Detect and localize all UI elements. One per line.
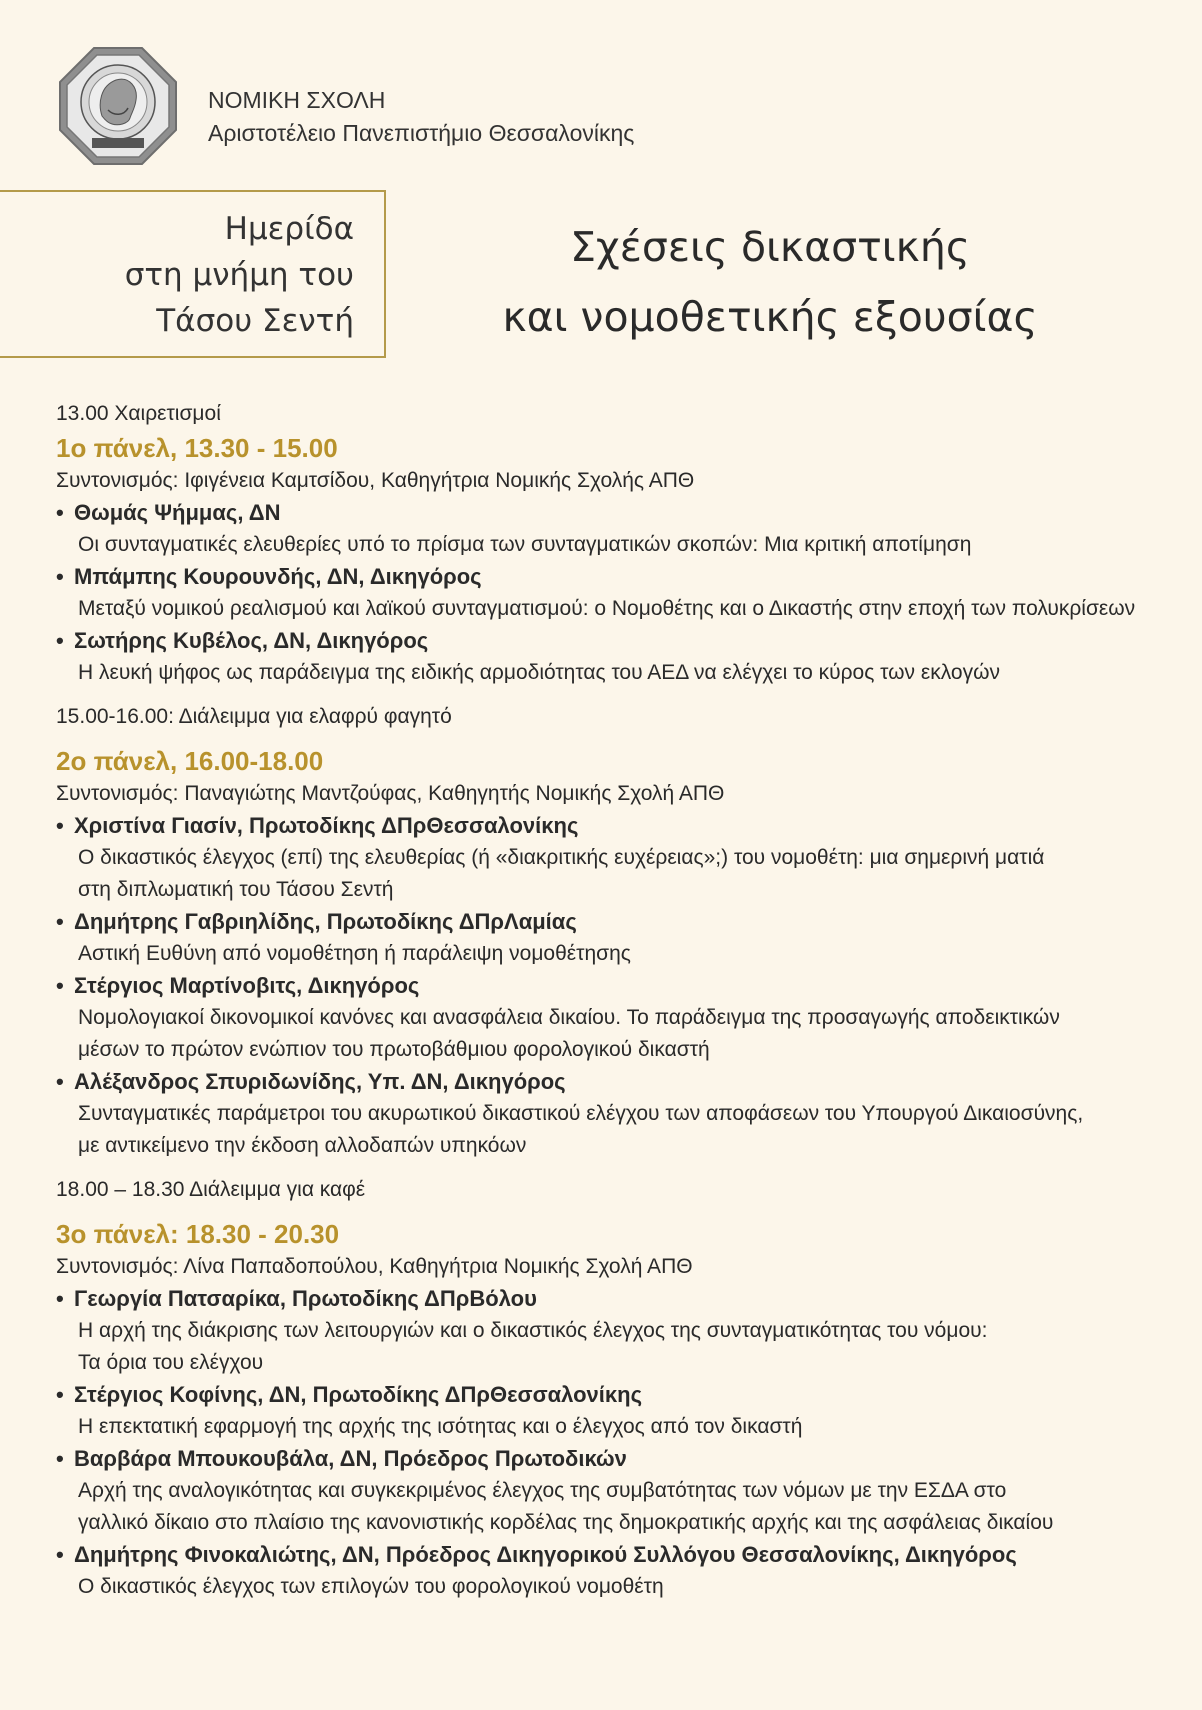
speaker-name: Μπάμπης Κουρουνδής, ΔΝ, Δικηγόρος: [74, 564, 482, 589]
talk-title: Ο δικαστικός έλεγχος των επιλογών του φορολογικού νομοθέτη: [78, 1575, 664, 1598]
speaker-name: Χριστίνα Γιασίν, Πρωτοδίκης ΔΠρΘεσσαλονίκης: [74, 813, 579, 838]
talk-title: Οι συνταγματικές ελευθερίες υπό το πρίσμα των συνταγματικών σκοπών: Μια κριτική αποτίμηση: [78, 533, 972, 556]
talk-title-continued: Τα όρια του ελέγχου: [78, 1351, 264, 1374]
speaker-name: Θωμάς Ψήμμας, ΔΝ: [74, 500, 281, 525]
panel-moderator: Συντονισμός: Λίνα Παπαδοπούλου, Καθηγήτρια Νομικής Σχολή ΑΠΘ: [56, 1255, 693, 1278]
bullet-icon: •: [56, 628, 64, 653]
speaker: [56, 625, 1176, 657]
panel-moderator: Συντονισμός: Ιφιγένεια Καμτσίδου, Καθηγήτρια Νομικής Σχολής ΑΠΘ: [56, 469, 695, 492]
bullet-icon: •: [56, 1069, 64, 1094]
talk-title-continued: με αντικείμενο την έκδοση αλλοδαπών υπηκόων: [78, 1134, 527, 1157]
talk-title-continued: στη διπλωματική του Τάσου Σεντή: [78, 878, 394, 901]
speaker: [56, 810, 1176, 842]
talk-title-continued: γαλλικό δίκαιο στο πλαίσιο της κανονιστικής κορδέλας της δημοκρατικής αρχής και της ασφάλειας δικαίου: [78, 1511, 1054, 1534]
speaker: [56, 1379, 1176, 1411]
speaker-name: Σωτήρης Κυβέλος, ΔΝ, Δικηγόρος: [74, 628, 429, 653]
bullet-icon: •: [56, 909, 64, 934]
bullet-icon: •: [56, 1542, 64, 1567]
talk-title: Συνταγματικές παράμετροι του ακυρωτικού δικαστικού ελέγχου των αποφάσεων του Υπουργού Δικαιοσύνης,: [78, 1102, 1084, 1125]
talk-title: Αστική Ευθύνη από νομοθέτηση ή παράλειψη νομοθέτησης: [78, 942, 631, 965]
talk-title: Η αρχή της διάκρισης των λειτουργιών και ο δικαστικός έλεγχος της συνταγματικότητας του νόμου:: [78, 1319, 988, 1342]
speaker: [56, 1539, 1176, 1571]
speaker-name: Αλέξανδρος Σπυριδωνίδης, Υπ. ΔΝ, Δικηγόρος: [74, 1069, 566, 1094]
speaker-name: Δημήτρης Γαβριηλίδης, Πρωτοδίκης ΔΠρΛαμίας: [74, 909, 577, 934]
speaker: [56, 1283, 1176, 1315]
panel-title: 3ο πάνελ: 18.30 - 20.30: [56, 1219, 340, 1249]
event-line-3: Τάσου Σεντή: [156, 303, 354, 339]
speaker: [56, 970, 1176, 1002]
main-title-line-2: και νομοθετικής εξουσίας: [502, 293, 1038, 341]
panel-title: 1ο πάνελ, 13.30 - 15.00: [56, 433, 338, 463]
main-title-line-1: Σχέσεις δικαστικής: [570, 223, 970, 271]
speaker: [56, 906, 1176, 938]
bullet-icon: •: [56, 500, 64, 525]
talk-title-continued: μέσων το πρώτον ενώπιον του πρωτοβάθμιου φορολογικού δικαστή: [78, 1038, 710, 1061]
speaker: [56, 1066, 1176, 1098]
bullet-icon: •: [56, 1286, 64, 1311]
break-item: 15.00-16.00: Διάλειμμα για ελαφρύ φαγητό: [56, 705, 452, 728]
main-title: [460, 212, 1080, 352]
bullet-icon: •: [56, 564, 64, 589]
university-name: Αριστοτέλειο Πανεπιστήμιο Θεσσαλονίκης: [208, 120, 635, 146]
bullet-icon: •: [56, 973, 64, 998]
talk-title: Αρχή της αναλογικότητας και συγκεκριμένος έλεγχος της συμβατότητας των νόμων με την ΕΣΔΑ στο: [78, 1479, 1007, 1502]
speaker: [56, 1443, 1176, 1475]
break-item: 18.00 – 18.30 Διάλειμμα για καφέ: [56, 1178, 366, 1201]
talk-title: Η επεκτατική εφαρμογή της αρχής της ισότητας και ο έλεγχος από τον δικαστή: [78, 1415, 803, 1438]
program: [56, 398, 1176, 1603]
speaker: [56, 497, 1176, 529]
speaker-name: Γεωργία Πατσαρίκα, Πρωτοδίκης ΔΠρΒόλου: [74, 1286, 537, 1311]
event-line-1: Ημερίδα: [224, 211, 354, 247]
event-line-2: στη μνήμη του: [124, 257, 354, 293]
event-box: [0, 190, 386, 358]
welcome-item: 13.00 Χαιρετισμοί: [56, 402, 221, 425]
bullet-icon: •: [56, 1382, 64, 1407]
speaker-name: Βαρβάρα Μπουκουβάλα, ΔΝ, Πρόεδρος Πρωτοδικών: [74, 1446, 627, 1471]
speaker-name: Δημήτρης Φινοκαλιώτης, ΔΝ, Πρόεδρος Δικηγορικού Συλλόγου Θεσσαλονίκης, Δικηγόρος: [74, 1542, 1017, 1567]
talk-title: Μεταξύ νομικού ρεαλισμού και λαϊκού συνταγματισμού: ο Νομοθέτης και ο Δικαστής στην εποχή των πολυκρίσεων: [78, 597, 1136, 620]
panel-moderator: Συντονισμός: Παναγιώτης Μαντζούφας, Καθηγητής Νομικής Σχολή ΑΠΘ: [56, 782, 725, 805]
school-name: ΝΟΜΙΚΗ ΣΧΟΛΗ: [208, 87, 386, 113]
bullet-icon: •: [56, 813, 64, 838]
bullet-icon: •: [56, 1446, 64, 1471]
speaker-name: Στέργιος Μαρτίνοβιτς, Δικηγόρος: [74, 973, 420, 998]
speaker-name: Στέργιος Κοφίνης, ΔΝ, Πρωτοδίκης ΔΠρΘεσσαλονίκης: [74, 1382, 643, 1407]
speaker: [56, 561, 1176, 593]
talk-title: Η λευκή ψήφος ως παράδειγμα της ειδικής αρμοδιότητας του ΑΕΔ να ελέγχει το κύρος των εκλογών: [78, 661, 1001, 684]
panel-title: 2ο πάνελ, 16.00-18.00: [56, 746, 324, 776]
talk-title: Νομολογιακοί δικονομικοί κανόνες και ανασφάλεια δικαίου. Το παράδειγμα της προσαγωγής αποδεικτικών: [78, 1006, 1060, 1029]
talk-title: Ο δικαστικός έλεγχος (επί) της ελευθερίας (ή «διακριτικής ευχέρειας»;) του νομοθέτη: μια σημερινή ματιά: [78, 846, 1045, 869]
law-school-logo: [58, 46, 178, 166]
institution-block: [208, 84, 634, 150]
